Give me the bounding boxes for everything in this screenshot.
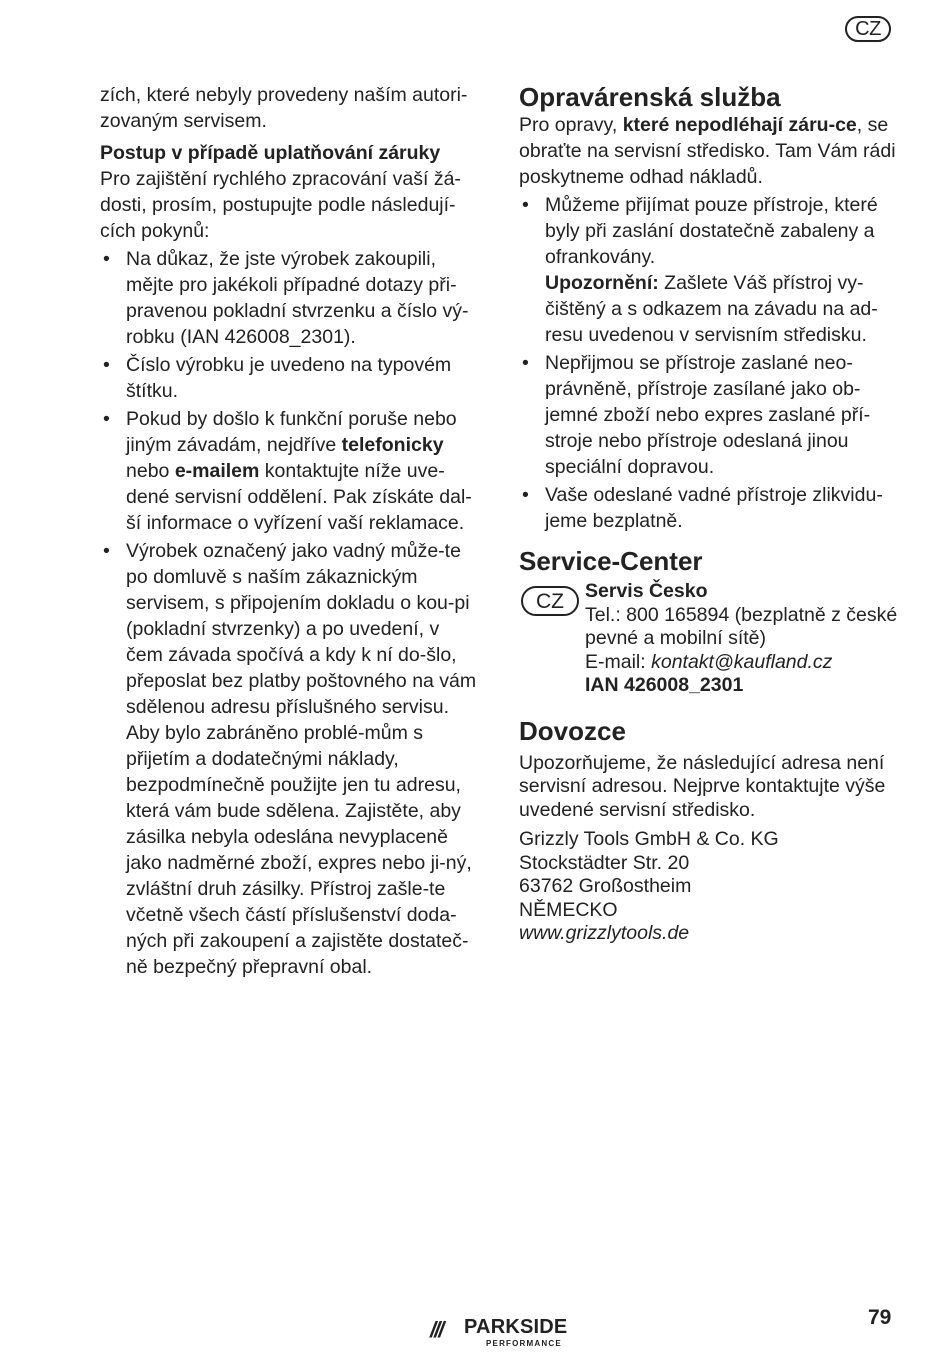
language-badge: CZ bbox=[845, 16, 891, 42]
emphasis-telephone: telefonicky bbox=[341, 434, 444, 456]
intro-text: zích, které nebyly provedeny naším autori-zovaným servisem. bbox=[100, 84, 468, 132]
list-item bbox=[519, 482, 899, 534]
list-item-text: nebo bbox=[126, 460, 175, 482]
repair-service-list bbox=[519, 192, 899, 534]
list-item bbox=[519, 192, 899, 348]
importer-street: Stockstädter Str. 20 bbox=[519, 851, 690, 874]
service-email-line: E-mail: kontakt@kaufland.cz bbox=[585, 650, 833, 673]
repair-service-paragraph: Pro opravy, které nepodléhají záru-ce, se obraťte na servisní středisko. Tam Vám rádi poskytneme odhad nákladů. bbox=[519, 114, 896, 188]
service-email: kontakt@kaufland.cz bbox=[651, 650, 833, 673]
logo-wordmark: PARKSIDE bbox=[464, 1316, 568, 1338]
logo-slashes-icon: /// bbox=[430, 1317, 443, 1342]
warranty-procedure-paragraph: Pro zajištění rychlého zpracování vaší žá-dosti, prosím, postupujte podle následují-cích pokynů: bbox=[100, 168, 461, 242]
left-column bbox=[100, 82, 480, 982]
list-item bbox=[100, 406, 480, 536]
list-item-text: kontaktujte níže uve-dené servisní oddělení. Pak získáte dal-ší informace o vyřízení vaší reklamace. bbox=[126, 460, 472, 534]
warranty-procedure-list bbox=[100, 246, 480, 980]
importer-city: 63762 Großostheim bbox=[519, 875, 692, 897]
service-center-heading: Service-Center bbox=[519, 546, 703, 576]
importer-block bbox=[519, 752, 899, 946]
service-name: Servis Česko bbox=[585, 580, 708, 602]
importer-note: Upozorňujeme, že následující adresa není servisní adresou. Nejprve kontaktujte výše uvedené servisní středisko. bbox=[519, 751, 886, 821]
importer-website: www.grizzlytools.de bbox=[519, 922, 690, 944]
emphasis-email: e-mailem bbox=[174, 460, 260, 482]
list-item-text: Výrobek označený jako vadný může-te po domluvě s naším zákaznickým servisem, s připojením dokladu o kou-pi (pokladní stvrzenky) a po uvedení, v čem závada spočívá a kdy k ní do-šlo, přeposlat bez platby poštovného na vám sdělenou adresu příslušného servisu. Aby bylo zabráněno problé-mům s přijetím a dodatečnými náklady, bezpodmínečně použijte jen tu adresu, která vám bude sdělena. Zajistěte, aby zásilka nebyla odeslána nevyplaceně jako nadměrné zboží, expres nebo ji-ný, zvláštní druh zásilky. Přístroj zašle-te včetně všech částí příslušenství doda-ných při zakoupení a zajistěte dostateč-ně bezpečný přepravní obal. bbox=[126, 540, 477, 978]
right-column bbox=[519, 82, 899, 946]
list-item-text: Nepřijmou se přístroje zaslané neo-právněně, přístroje zasílané jako ob-jemné zboží nebo expres zaslané pří-stroje nebo přístroje odeslaná jinou speciální dopravou. bbox=[545, 352, 871, 478]
list-item-text: Vaše odeslané vadné přístroje zlikvidu-jeme bezplatně. bbox=[545, 484, 883, 532]
list-item bbox=[100, 246, 480, 350]
warranty-procedure-subheading: Postup v případě uplatňování záruky bbox=[100, 142, 441, 164]
list-item bbox=[519, 350, 899, 480]
service-center-block bbox=[519, 580, 899, 698]
service-telephone: Tel.: 800 165894 (bezplatně z české pevné a mobilní sítě) bbox=[585, 603, 898, 649]
list-item-text: Pokud by došlo k funkční poruše nebo jiným závadám, nejdříve bbox=[126, 408, 457, 456]
service-ian: IAN 426008_2301 bbox=[585, 674, 744, 696]
list-item-text: Na důkaz, že jste výrobek zakoupili, mějte pro jakékoli případné dotazy při-pravenou pokladní stvrzenku a číslo vý-robku (IAN 426008_2301). bbox=[126, 248, 469, 348]
repair-service-heading: Opravárenská služba bbox=[519, 82, 781, 112]
list-item-text: Můžeme přijímat pouze přístroje, které byly při zaslání dostatečně zabaleny a ofrankovány. bbox=[545, 194, 878, 268]
list-item bbox=[100, 352, 480, 404]
page-number: 79 bbox=[868, 1306, 892, 1329]
importer-heading: Dovozce bbox=[519, 715, 626, 746]
country-badge: CZ bbox=[521, 586, 579, 616]
importer-country: NĚMECKO bbox=[519, 898, 618, 921]
importer-company: Grizzly Tools GmbH & Co. KG bbox=[519, 828, 779, 850]
list-item bbox=[100, 538, 480, 980]
list-item-text: Číslo výrobku je uvedeno na typovém štítku. bbox=[126, 354, 452, 402]
parkside-logo bbox=[430, 1314, 590, 1350]
notice-text: Zašlete Váš přístroj vy-čištěný a s odkazem na závadu na ad-resu uvedenou v servisním středisku. bbox=[545, 272, 878, 346]
logo-subtitle: PERFORMANCE bbox=[486, 1339, 562, 1348]
emphasis-non-warranty: které nepodléhají záru-ce bbox=[622, 114, 857, 136]
notice-label: Upozornění: bbox=[545, 272, 659, 294]
